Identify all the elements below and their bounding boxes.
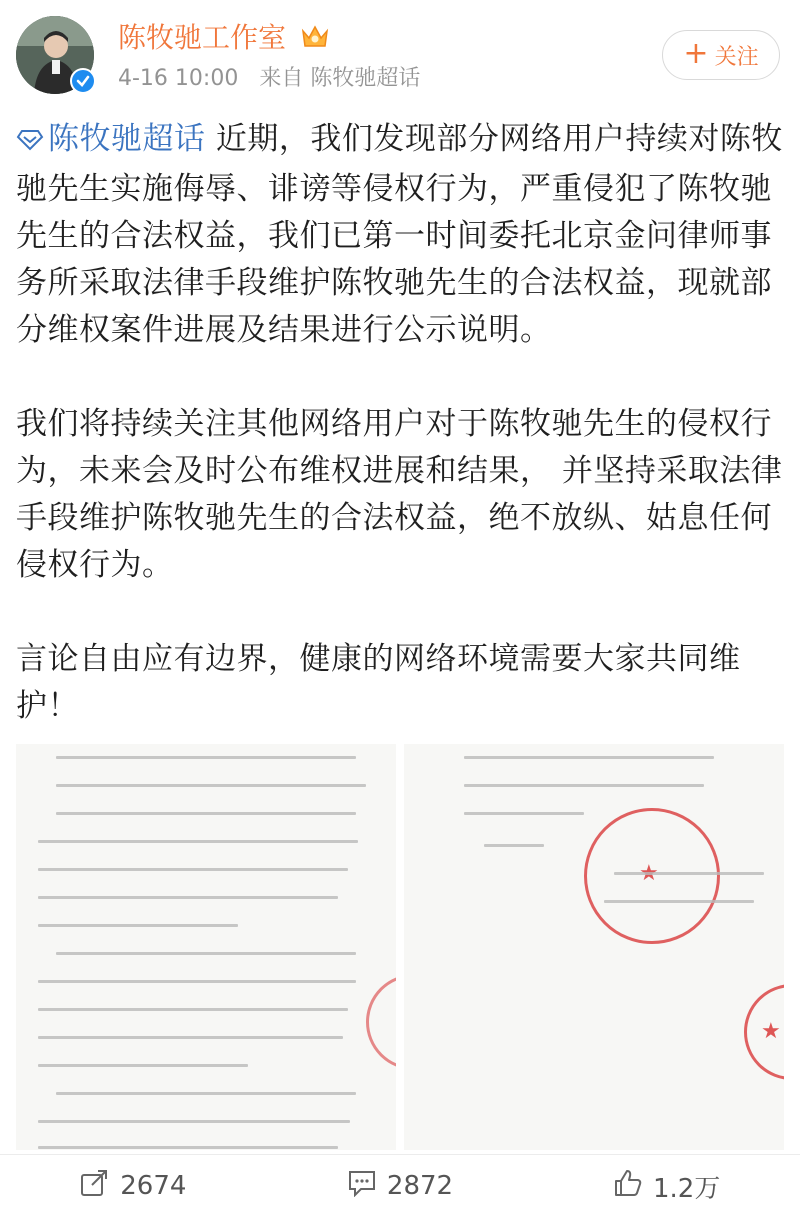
post-time: 4-16 10:00 xyxy=(118,66,239,91)
author-name[interactable]: 陈牧驰工作室 xyxy=(118,21,287,54)
like-icon xyxy=(613,1168,643,1205)
like-count: 1.2万 xyxy=(653,1173,721,1204)
plus-icon: + xyxy=(683,36,709,71)
follow-button[interactable] xyxy=(662,30,780,80)
action-bar xyxy=(0,1154,800,1217)
paragraph-1 xyxy=(16,116,784,354)
red-seal: ★ xyxy=(744,984,784,1080)
image-2[interactable] xyxy=(404,744,784,1150)
repost-button[interactable] xyxy=(0,1155,267,1217)
repost-icon xyxy=(80,1169,110,1204)
post-source[interactable]: 来自 陈牧驰超话 xyxy=(259,66,421,91)
follow-label: 关注 xyxy=(714,44,759,70)
post-text xyxy=(16,116,784,730)
comment-button[interactable] xyxy=(267,1155,534,1217)
verified-badge-icon xyxy=(70,68,96,94)
topic-label[interactable]: 陈牧驰超话 xyxy=(48,121,206,157)
comment-icon xyxy=(347,1169,377,1204)
paragraph-3: 言论自由应有边界，健康的网络环境需要大家共同维护！ xyxy=(16,641,741,724)
image-1[interactable] xyxy=(16,744,396,1150)
like-button[interactable] xyxy=(533,1155,800,1217)
paragraph-1-text: 近期，我们发现部分网络用户持续对陈牧驰先生实施侮辱、诽谤等侵权行为，严重侵犯了陈牧驰先生的合法权益，我们已第一时间委托北京金问律师事务所采取法律手段维护陈牧驰先生的合法权益，现就部分维权案件进展及结果进行公示说明。 xyxy=(16,121,783,348)
post-header xyxy=(0,0,800,110)
red-seal xyxy=(584,808,720,944)
red-seal xyxy=(366,974,396,1070)
paragraph-2: 我们将持续关注其他网络用户对于陈牧驰先生的侵权行为，未来会及时公布维权进展和结果， 并坚持采取法律手段维护陈牧驰先生的合法权益，绝不放纵、姑息任何侵权行为。 xyxy=(16,406,783,583)
repost-count: 2674 xyxy=(120,1171,187,1201)
comment-count: 2872 xyxy=(386,1171,454,1201)
crown-icon xyxy=(300,22,330,54)
supertopic-icon xyxy=(16,119,44,166)
author-avatar[interactable] xyxy=(16,16,94,94)
post-meta xyxy=(118,64,420,94)
post-images xyxy=(16,744,784,1150)
topic-link[interactable] xyxy=(16,121,206,157)
